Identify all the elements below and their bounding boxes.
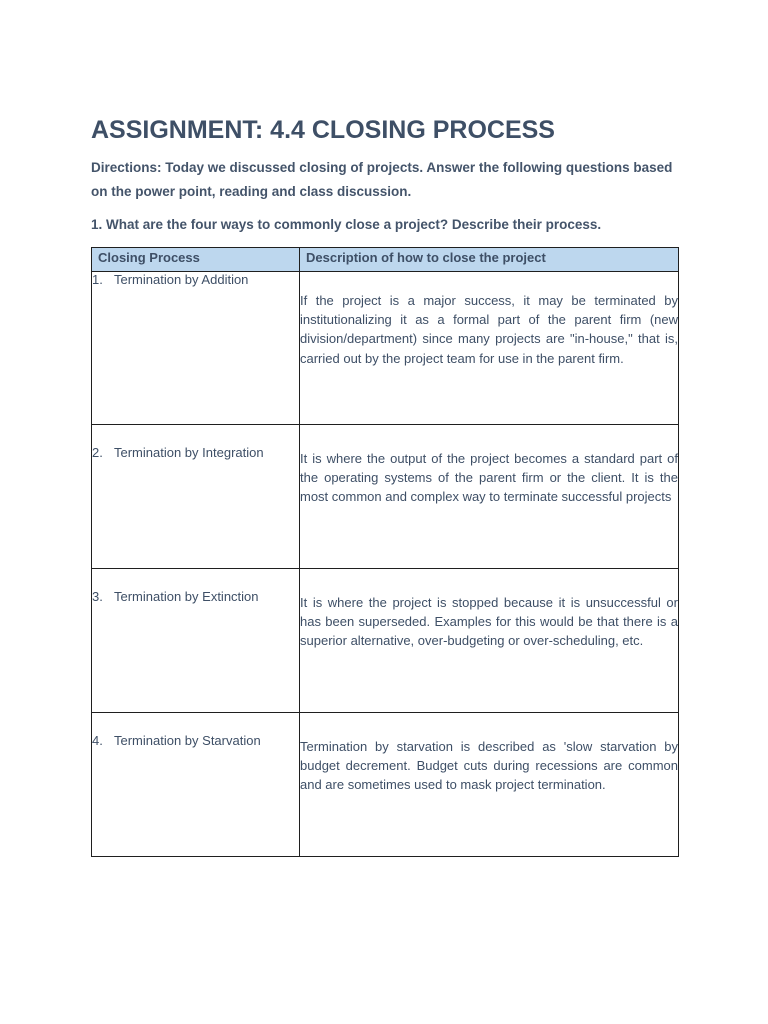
process-cell	[92, 425, 300, 569]
header-description: Description of how to close the project	[300, 248, 679, 272]
table-row	[92, 272, 679, 425]
directions-text: Directions: Today we discussed closing of projects. Answer the following questions based on the power point, reading and class discussion.	[91, 160, 673, 199]
process-cell	[92, 272, 300, 425]
closing-process-table	[91, 247, 679, 857]
page-title: ASSIGNMENT: 4.4 CLOSING PROCESS	[91, 116, 555, 144]
header-closing-process: Closing Process	[92, 248, 300, 272]
description-cell: If the project is a major success, it may be terminated by institutionalizing it as a formal part of the parent firm (new division/department) since many projects are "in-house," that is, carried out by the project team for use in the parent firm.	[300, 272, 679, 425]
row-number: 1.	[92, 272, 103, 287]
process-name: Termination by Addition	[114, 272, 249, 287]
table-row	[92, 713, 679, 857]
table-row	[92, 425, 679, 569]
process-cell	[92, 713, 300, 857]
process-cell	[92, 569, 300, 713]
description-cell: It is where the output of the project becomes a standard part of the operating systems of the parent firm or the client. It is the most common and complex way to terminate successful projects	[300, 425, 679, 569]
process-name: Termination by Extinction	[114, 589, 259, 604]
description-cell: Termination by starvation is described as 'slow starvation by budget decrement. Budget cuts during recessions are common and are sometimes used to mask project termination.	[300, 713, 679, 857]
row-number: 4.	[92, 733, 103, 748]
row-number: 2.	[92, 445, 103, 460]
row-number: 3.	[92, 589, 103, 604]
table-row	[92, 569, 679, 713]
question-text: 1. What are the four ways to commonly close a project? Describe their process.	[91, 217, 602, 232]
description-cell: It is where the project is stopped because it is unsuccessful or has been superseded. Examples for this would be that there is a superior alternative, over-budgeting or over-scheduling, etc.	[300, 569, 679, 713]
document-page	[91, 112, 678, 857]
process-name: Termination by Integration	[114, 445, 264, 460]
table-header-row	[92, 248, 679, 272]
process-name: Termination by Starvation	[114, 733, 261, 748]
